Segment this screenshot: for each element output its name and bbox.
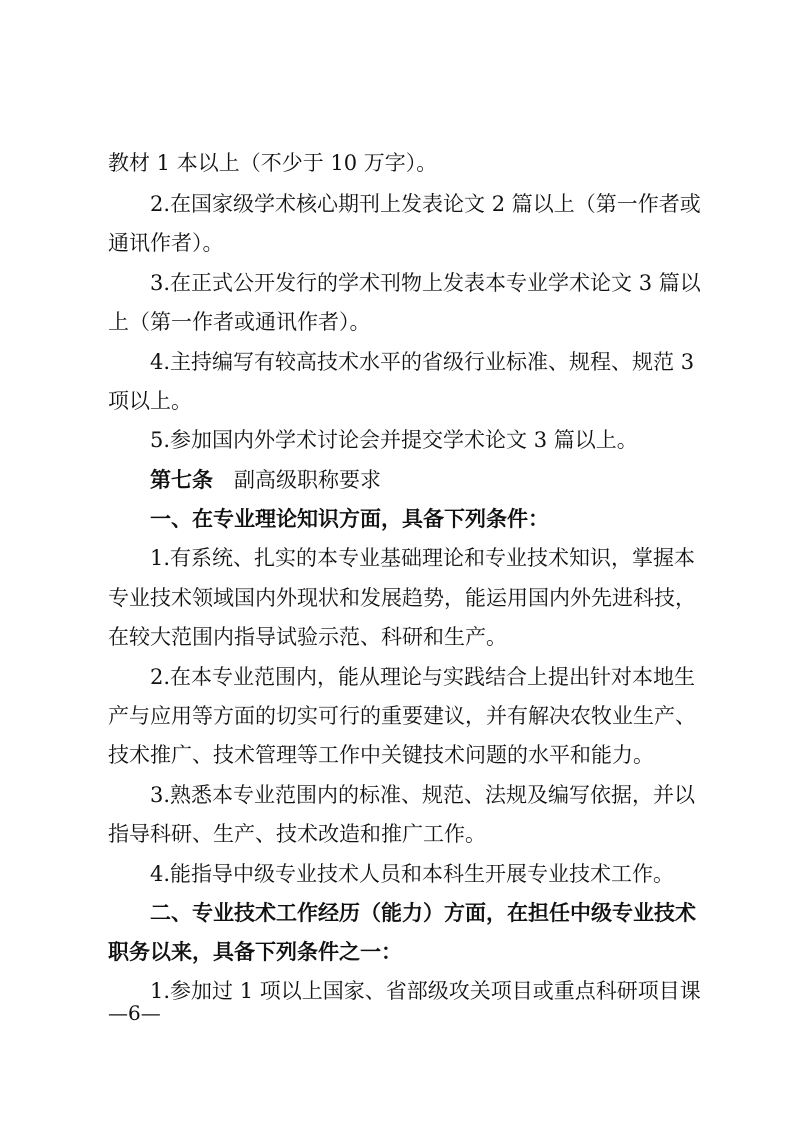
text-line: 2.在国家级学术核心期刊上发表论文 2 篇以上（第一作者或 bbox=[150, 192, 701, 216]
text-line: 3.熟悉本专业范围内的标准、规范、法规及编写依据，并以 bbox=[150, 783, 696, 807]
section-heading: 二、专业技术工作经历（能力）方面，在担任中级专业技术 bbox=[150, 900, 696, 925]
text-line: 技术推广、技术管理等工作中关键技术问题的水平和能力。 bbox=[108, 743, 654, 767]
text-line: 1.有系统、扎实的本专业基础理论和专业技术知识，掌握本 bbox=[150, 546, 696, 570]
article-number: 第七条 bbox=[150, 467, 213, 492]
article-title: 副高级职称要求 bbox=[234, 468, 381, 492]
text-line: 在较大范围内指导试验示范、科研和生产。 bbox=[108, 625, 507, 649]
text-line: 5.参加国内外学术讨论会并提交学术论文 3 篇以上。 bbox=[150, 428, 638, 452]
text-line: 教材 1 本以上（不少于 10 万字）。 bbox=[108, 151, 438, 175]
text-line: 指导科研、生产、技术改造和推广工作。 bbox=[108, 822, 486, 846]
text-line: 项以上。 bbox=[108, 389, 192, 413]
text-line: 上（第一作者或通讯作者）。 bbox=[108, 310, 371, 334]
text-line: 3.在正式公开发行的学术刊物上发表本专业学术论文 3 篇以 bbox=[150, 271, 701, 295]
text-line: 产与应用等方面的切实可行的重要建议，并有解决农牧业生产、 bbox=[108, 704, 696, 728]
text-line: 4.能指导中级专业技术人员和本科生开展专业技术工作。 bbox=[150, 862, 675, 886]
text-line: 专业技术领域国内外现状和发展趋势，能运用国内外先进科技， bbox=[108, 586, 696, 610]
text-line: 1.参加过 1 项以上国家、省部级攻关项目或重点科研项目课 bbox=[150, 979, 701, 1003]
section-heading: 一、在专业理论知识方面，具备下列条件： bbox=[150, 506, 549, 531]
text-line: 2.在本专业范围内，能从理论与实践结合上提出针对本地生 bbox=[150, 665, 696, 689]
section-heading-cont: 职务以来，具备下列条件之一： bbox=[108, 939, 402, 964]
text-line: 4.主持编写有较高技术水平的省级行业标准、规程、规范 3 bbox=[150, 350, 695, 374]
article-heading bbox=[150, 467, 381, 493]
page-number: —6— bbox=[108, 1001, 161, 1025]
text-line: 通讯作者）。 bbox=[108, 231, 224, 255]
